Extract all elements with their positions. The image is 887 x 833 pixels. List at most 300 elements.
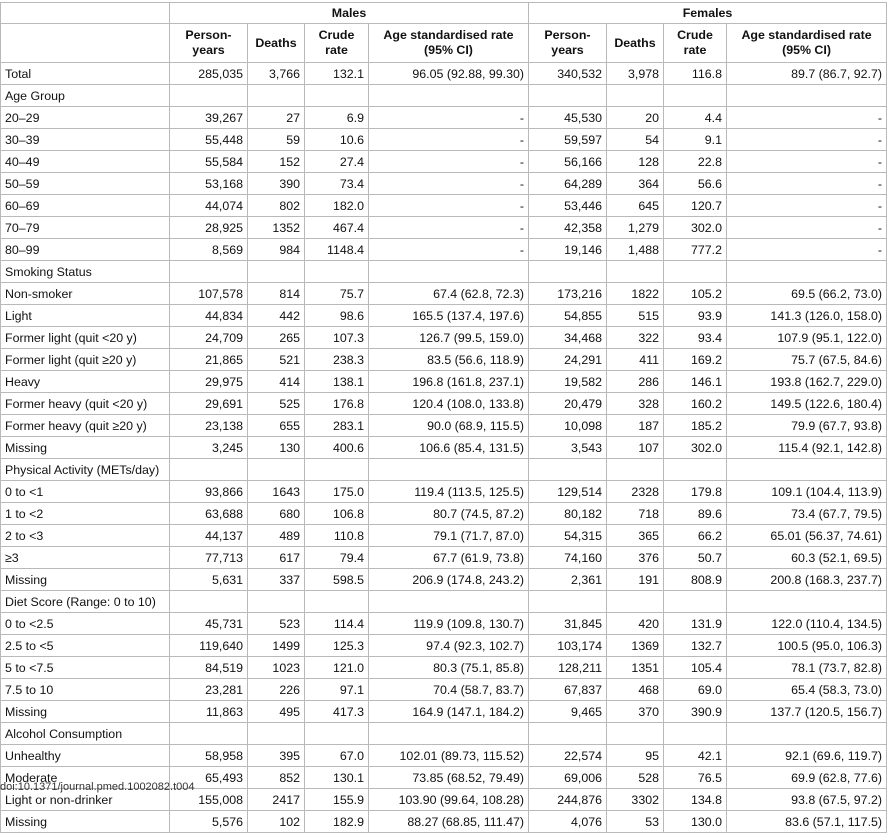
table-cell: 322 [607,327,664,349]
table-cell: - [369,151,529,173]
table-cell: 9,465 [529,701,607,723]
table-cell: 718 [607,503,664,525]
empty-cell [607,459,664,481]
table-cell: 97.1 [305,679,369,701]
row-label: Moderate [1,767,170,789]
table-cell: 65.4 (58.3, 73.0) [727,679,887,701]
row-label: 70–79 [1,217,170,239]
table-cell: 1643 [248,481,305,503]
table-cell: 3,543 [529,437,607,459]
table-cell: 6.9 [305,107,369,129]
table-row [1,701,887,723]
table-row [1,547,887,569]
column-header-males-4: Age standardised rate (95% CI) [369,24,529,63]
row-label: Former heavy (quit ≥20 y) [1,415,170,437]
row-label: 0 to <1 [1,481,170,503]
table-row [1,525,887,547]
table-row [1,327,887,349]
table-cell: 131.9 [664,613,727,635]
table-cell: 521 [248,349,305,371]
table-cell: 97.4 (92.3, 102.7) [369,635,529,657]
table-cell: - [727,107,887,129]
table-cell: 74,160 [529,547,607,569]
table-cell: 54,855 [529,305,607,327]
table-cell: - [727,239,887,261]
table-cell: 984 [248,239,305,261]
table-row [1,217,887,239]
table-cell: 185.2 [664,415,727,437]
table-cell: 130.0 [664,811,727,833]
table-cell: 286 [607,371,664,393]
table-cell: 120.7 [664,195,727,217]
table-cell: 109.1 (104.4, 113.9) [727,481,887,503]
table-row [1,393,887,415]
group-header-row [1,3,887,24]
table-cell: 106.8 [305,503,369,525]
table-cell: - [369,217,529,239]
table-cell: - [727,151,887,173]
row-label: Former light (quit <20 y) [1,327,170,349]
table-cell: 80,182 [529,503,607,525]
column-header-females-3: Crude rate [664,24,727,63]
table-cell: 3302 [607,789,664,811]
row-label: 50–59 [1,173,170,195]
table-cell: 53,168 [170,173,248,195]
table-cell: 4,076 [529,811,607,833]
table-cell: - [369,173,529,195]
table-cell: 60.3 (52.1, 69.5) [727,547,887,569]
table-cell: 2328 [607,481,664,503]
empty-cell [369,723,529,745]
table-cell: 2,361 [529,569,607,591]
table-cell: 802 [248,195,305,217]
table-cell: 93.4 [664,327,727,349]
table-cell: 19,146 [529,239,607,261]
table-cell: 77,713 [170,547,248,569]
table-row [1,129,887,151]
table-cell: 285,035 [170,63,248,85]
row-label: 2 to <3 [1,525,170,547]
table-cell: 169.2 [664,349,727,371]
mortality-table [0,2,887,833]
section-label: Diet Score (Range: 0 to 10) [1,591,170,613]
table-cell: 165.5 (137.4, 197.6) [369,305,529,327]
group-header-females: Females [529,3,887,24]
table-cell: 69,006 [529,767,607,789]
table-row [1,503,887,525]
table-cell: 400.6 [305,437,369,459]
column-header-row [1,24,887,63]
group-header-males: Males [170,3,529,24]
table-cell: 206.9 (174.8, 243.2) [369,569,529,591]
table-cell: 134.8 [664,789,727,811]
table-cell: 24,709 [170,327,248,349]
table-cell: 103.90 (99.64, 108.28) [369,789,529,811]
table-cell: 173,216 [529,283,607,305]
table-cell: - [727,217,887,239]
empty-cell [248,723,305,745]
table-cell: 200.8 (168.3, 237.7) [727,569,887,591]
column-header-males-3: Crude rate [305,24,369,63]
table-cell: 105.4 [664,657,727,679]
table-cell: 65,493 [170,767,248,789]
table-cell: 106.6 (85.4, 131.5) [369,437,529,459]
table-cell: 226 [248,679,305,701]
empty-cell [607,261,664,283]
table-cell: 22.8 [664,151,727,173]
table-cell: 55,584 [170,151,248,173]
row-label: Total [1,63,170,85]
table-cell: 107.3 [305,327,369,349]
table-cell: 1822 [607,283,664,305]
empty-cell [248,85,305,107]
table-cell: 302.0 [664,437,727,459]
table-cell: 59,597 [529,129,607,151]
table-cell: 515 [607,305,664,327]
table-cell: 598.5 [305,569,369,591]
table-cell: 78.1 (73.7, 82.8) [727,657,887,679]
empty-cell [170,459,248,481]
label-column-header [1,24,170,63]
table-cell: 56.6 [664,173,727,195]
empty-cell [529,85,607,107]
table-cell: 525 [248,393,305,415]
table-row [1,657,887,679]
table-row [1,283,887,305]
table-cell: 93.9 [664,305,727,327]
column-header-males-1: Person- years [170,24,248,63]
table-cell: 44,137 [170,525,248,547]
table-cell: 467.4 [305,217,369,239]
empty-cell [170,85,248,107]
table-cell: 23,281 [170,679,248,701]
table-row [1,481,887,503]
table-cell: 9.1 [664,129,727,151]
table-cell: 146.1 [664,371,727,393]
table-cell: 155,008 [170,789,248,811]
table-cell: 93.8 (67.5, 97.2) [727,789,887,811]
empty-cell [369,591,529,613]
table-cell: 107,578 [170,283,248,305]
table-cell: 103,174 [529,635,607,657]
table-cell: 442 [248,305,305,327]
section-row [1,723,887,745]
table-row [1,371,887,393]
section-label: Smoking Status [1,261,170,283]
table-cell: 175.0 [305,481,369,503]
table-cell: 132.1 [305,63,369,85]
table-cell: 119,640 [170,635,248,657]
row-label: Non-smoker [1,283,170,305]
table-cell: 39,267 [170,107,248,129]
table-row [1,107,887,129]
table-cell: 128,211 [529,657,607,679]
empty-cell [170,723,248,745]
empty-cell [369,459,529,481]
row-label: Unhealthy [1,745,170,767]
table-cell: 89.6 [664,503,727,525]
row-label: 40–49 [1,151,170,173]
table-cell: 376 [607,547,664,569]
column-header-females-4: Age standardised rate (95% CI) [727,24,887,63]
table-cell: 1352 [248,217,305,239]
table-cell: 56,166 [529,151,607,173]
column-header-females-1: Person- years [529,24,607,63]
empty-cell [664,723,727,745]
table-cell: 54,315 [529,525,607,547]
table-cell: 129,514 [529,481,607,503]
table-cell: 365 [607,525,664,547]
section-label: Age Group [1,85,170,107]
table-cell: 340,532 [529,63,607,85]
table-cell: 528 [607,767,664,789]
table-row [1,173,887,195]
empty-cell [664,261,727,283]
table-cell: 1499 [248,635,305,657]
table-cell: 121.0 [305,657,369,679]
empty-cell [305,85,369,107]
empty-cell [248,459,305,481]
empty-cell [727,261,887,283]
empty-cell [170,591,248,613]
row-label: 7.5 to 10 [1,679,170,701]
table-row [1,679,887,701]
table-cell: 66.2 [664,525,727,547]
table-cell: 100.5 (95.0, 106.3) [727,635,887,657]
table-cell: 70.4 (58.7, 83.7) [369,679,529,701]
table-cell: 176.8 [305,393,369,415]
table-cell: 114.4 [305,613,369,635]
table-cell: 417.3 [305,701,369,723]
empty-cell [305,723,369,745]
table-cell: 468 [607,679,664,701]
empty-cell [529,261,607,283]
table-cell: 179.8 [664,481,727,503]
row-label: Missing [1,811,170,833]
table-row [1,239,887,261]
table-cell: 69.9 (62.8, 77.6) [727,767,887,789]
empty-cell [727,723,887,745]
table-cell: 130.1 [305,767,369,789]
table-cell: 73.85 (68.52, 79.49) [369,767,529,789]
table-cell: 125.3 [305,635,369,657]
empty-cell [248,261,305,283]
empty-cell [727,459,887,481]
table-cell: 19,582 [529,371,607,393]
table-cell: 69.5 (66.2, 73.0) [727,283,887,305]
table-cell: 420 [607,613,664,635]
table-cell: 20,479 [529,393,607,415]
table-cell: 29,975 [170,371,248,393]
table-cell: 95 [607,745,664,767]
table-cell: 75.7 (67.5, 84.6) [727,349,887,371]
table-cell: 96.05 (92.88, 99.30) [369,63,529,85]
table-cell: 523 [248,613,305,635]
table-cell: 132.7 [664,635,727,657]
table-cell: - [369,129,529,151]
table-cell: 116.8 [664,63,727,85]
table-cell: 29,691 [170,393,248,415]
table-cell: 88.27 (68.85, 111.47) [369,811,529,833]
table-cell: 50.7 [664,547,727,569]
empty-cell [305,591,369,613]
table-cell: 411 [607,349,664,371]
table-cell: 45,530 [529,107,607,129]
table-body [1,63,887,833]
table-cell: 182.9 [305,811,369,833]
table-cell: 2417 [248,789,305,811]
table-cell: 138.1 [305,371,369,393]
table-cell: 1023 [248,657,305,679]
table-row [1,635,887,657]
section-label: Physical Activity (METs/day) [1,459,170,481]
table-cell: 164.9 (147.1, 184.2) [369,701,529,723]
table-cell: 73.4 (67.7, 79.5) [727,503,887,525]
table-cell: 28,925 [170,217,248,239]
empty-cell [529,459,607,481]
table-cell: 83.6 (57.1, 117.5) [727,811,887,833]
table-cell: 1148.4 [305,239,369,261]
table-cell: 283.1 [305,415,369,437]
table-row [1,745,887,767]
table-cell: 645 [607,195,664,217]
table-row [1,195,887,217]
table-cell: 302.0 [664,217,727,239]
empty-cell [170,261,248,283]
row-label: 2.5 to <5 [1,635,170,657]
table-cell: 390 [248,173,305,195]
table-cell: - [727,195,887,217]
row-label: 30–39 [1,129,170,151]
table-cell: 196.8 (161.8, 237.1) [369,371,529,393]
table-cell: 119.4 (113.5, 125.5) [369,481,529,503]
table-row [1,569,887,591]
table-cell: 105.2 [664,283,727,305]
table-cell: 187 [607,415,664,437]
table-cell: - [727,129,887,151]
table-row [1,349,887,371]
section-row [1,459,887,481]
table-cell: 265 [248,327,305,349]
empty-cell [305,459,369,481]
table-cell: 73.4 [305,173,369,195]
empty-cell [369,85,529,107]
row-label: 20–29 [1,107,170,129]
row-label: Former light (quit ≥20 y) [1,349,170,371]
table-cell: 79.1 (71.7, 87.0) [369,525,529,547]
table-cell: 67,837 [529,679,607,701]
table-cell: 53,446 [529,195,607,217]
table-cell: 5,576 [170,811,248,833]
table-cell: 20 [607,107,664,129]
empty-cell [607,591,664,613]
table-cell: 680 [248,503,305,525]
table-cell: 80.7 (74.5, 87.2) [369,503,529,525]
table-cell: 79.4 [305,547,369,569]
table-cell: 852 [248,767,305,789]
table-row [1,305,887,327]
table-cell: 79.9 (67.7, 93.8) [727,415,887,437]
section-row [1,591,887,613]
empty-cell [248,591,305,613]
table-cell: 414 [248,371,305,393]
table-row [1,151,887,173]
table-cell: 1,279 [607,217,664,239]
row-label: Missing [1,569,170,591]
empty-cell [607,723,664,745]
table-cell: 93,866 [170,481,248,503]
table-cell: 495 [248,701,305,723]
table-cell: 3,766 [248,63,305,85]
table-cell: 80.3 (75.1, 85.8) [369,657,529,679]
table-cell: 244,876 [529,789,607,811]
table-cell: - [369,107,529,129]
table-cell: 10.6 [305,129,369,151]
table-cell: 11,863 [170,701,248,723]
table-cell: 193.8 (162.7, 229.0) [727,371,887,393]
table-cell: 102.01 (89.73, 115.52) [369,745,529,767]
table-cell: 238.3 [305,349,369,371]
table-cell: 1,488 [607,239,664,261]
table-cell: 31,845 [529,613,607,635]
table-cell: 107.9 (95.1, 122.0) [727,327,887,349]
row-label: 1 to <2 [1,503,170,525]
column-header-females-2: Deaths [607,24,664,63]
table-cell: 27 [248,107,305,129]
table-cell: 370 [607,701,664,723]
table-cell: 21,865 [170,349,248,371]
empty-cell [727,85,887,107]
table-cell: 23,138 [170,415,248,437]
section-row [1,261,887,283]
table-cell: 67.7 (61.9, 73.8) [369,547,529,569]
table-cell: 58,958 [170,745,248,767]
table-cell: 617 [248,547,305,569]
table-row [1,811,887,833]
table-cell: 1369 [607,635,664,657]
table-cell: 42,358 [529,217,607,239]
table-cell: 141.3 (126.0, 158.0) [727,305,887,327]
row-label: ≥3 [1,547,170,569]
empty-cell [529,723,607,745]
table-cell: 489 [248,525,305,547]
table-cell: 92.1 (69.6, 119.7) [727,745,887,767]
table-cell: 107 [607,437,664,459]
table-cell: 149.5 (122.6, 180.4) [727,393,887,415]
table-cell: 395 [248,745,305,767]
table-cell: 67.4 (62.8, 72.3) [369,283,529,305]
table-cell: - [727,173,887,195]
table-cell: 22,574 [529,745,607,767]
table-cell: 27.4 [305,151,369,173]
row-label: 60–69 [1,195,170,217]
table-cell: 75.7 [305,283,369,305]
table-cell: 54 [607,129,664,151]
table-cell: 364 [607,173,664,195]
table-cell: 69.0 [664,679,727,701]
table-row [1,613,887,635]
empty-cell [369,261,529,283]
table-cell: 55,448 [170,129,248,151]
table-cell: 102 [248,811,305,833]
table-cell: 122.0 (110.4, 134.5) [727,613,887,635]
table-cell: 84,519 [170,657,248,679]
table-cell: - [369,239,529,261]
table-cell: 8,569 [170,239,248,261]
empty-cell [664,591,727,613]
empty-cell [664,459,727,481]
table-cell: 65.01 (56.37, 74.61) [727,525,887,547]
